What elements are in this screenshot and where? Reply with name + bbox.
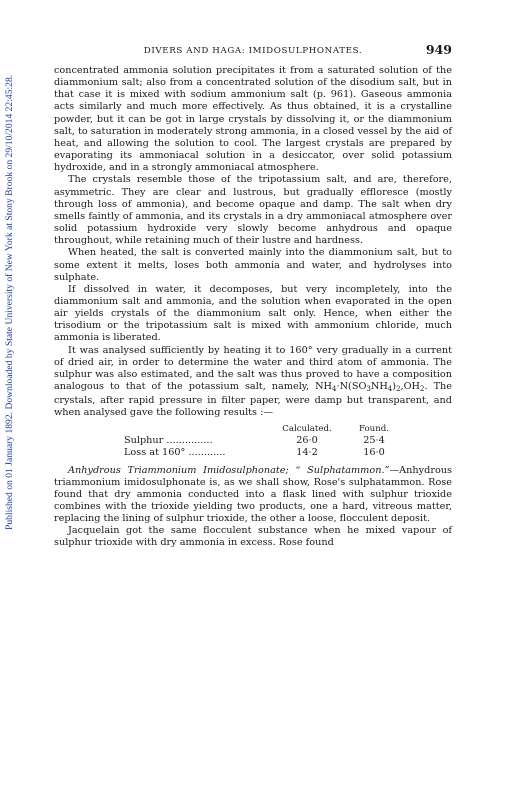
column-header-found: Found. <box>359 423 389 434</box>
paragraph-6 <box>54 465 452 526</box>
table-row <box>124 435 404 447</box>
paragraph-2: The crystals resemble those of the tripotassium salt, and are, therefore, asymmetric. They are clear and lustrous, but gradually effloresce (mostly through loss of ammonia), and become opaque and damp. The salt when dry smells faintly of ammonia, and its crystals in a dry ammoniacal atmosphere over solid potassium hydroxide very slowly become anhydrous and opaque throughout, while retaining much of their lustre and hardness. <box>54 174 452 247</box>
found-value: 16·0 <box>363 446 385 458</box>
calculated-value: 14·2 <box>296 446 318 458</box>
section-heading: Anhydrous Triammonium Imidosulphonate; “ Sulphatammon.” <box>68 464 390 476</box>
analysis-results-table <box>124 424 404 459</box>
chemical-formula: $NH_4\cdot N(SO_3NH_4)_2,OH_2$ <box>315 381 425 394</box>
download-notice <box>0 0 22 793</box>
table-header-row <box>124 424 404 435</box>
row-label: Loss at 160° ............ <box>124 446 226 458</box>
table-row <box>124 447 404 459</box>
paragraph-5-text-b: . The crystals, after rapid pressure in filter paper, were damp but transparent, and when analysed gave the following results :— <box>54 381 452 419</box>
download-notice-text: Published on 01 January 1892. Downloaded by State University of New York at Stony Brook on 29/10/2014 22:45:28. <box>4 74 15 530</box>
page-number: 949 <box>425 42 452 57</box>
row-label: Sulphur ............... <box>124 434 213 446</box>
running-header <box>54 42 452 58</box>
found-value: 25·4 <box>363 434 385 446</box>
paragraph-7: Jacquelain got the same flocculent substance when he mixed vapour of sulphur trioxide with dry ammonia in excess. Rose found <box>54 525 452 549</box>
paragraph-3: When heated, the salt is converted mainly into the diammonium salt, but to some extent it melts, loses both ammonia and water, and hydrolyses into sulphate. <box>54 247 452 283</box>
paragraph-6-text: —Anhydrous triammonium imidosulphonate is, as we shall show, Rose's sulphatammon. Rose found that dry ammonia conducted into a flask lined with sulphur trioxide combines with the trioxide yielding two products, one a hard, vitreous matter, replacing the lining of sulphur trioxide, the other a loose, flocculent deposit. <box>54 464 452 525</box>
paragraph-5-text-a: It was analysed sufficiently by heating it to 160° very gradually in a current of dried air, in order to determine the water and third atom of ammonia. The sulphur was also estimated, and the salt was thus proved to have a composition analogous to that of the potassium salt, namely, <box>54 344 452 393</box>
calculated-value: 26·0 <box>296 434 318 446</box>
journal-page <box>54 42 452 550</box>
paragraph-5 <box>54 345 452 420</box>
running-title: DIVERS AND HAGA: IMIDOSULPHONATES. <box>143 46 363 56</box>
column-header-calculated: Calculated. <box>282 423 332 434</box>
paragraph-1: concentrated ammonia solution precipitates it from a saturated solution of the diammonium salt; also from a concentrated solution of the disodium salt, but in that case it is mixed with sodium ammonium salt (p. 961). Gaseous ammonia acts similarly and much more effectively. As thus obtained, it is a crystalline powder, but it can be got in large crystals by dissolving it, or the diammonium salt, to saturation in moderately strong ammonia, in a closed vessel by the aid of heat, and allowing the solution to cool. The largest crystals are prepared by evaporating its ammoniacal solution in a desiccator, over solid potassium hydroxide, and in a strongly ammoniacal atmosphere. <box>54 65 452 174</box>
paragraph-4: If dissolved in water, it decomposes, but very incompletely, into the diammonium salt and ammonia, and the solution when evaporated in the open air yields crystals of the diammonium salt only. Hence, when either the trisodium or the tripotassium salt is mixed with ammonium chloride, much ammonia is liberated. <box>54 283 452 344</box>
